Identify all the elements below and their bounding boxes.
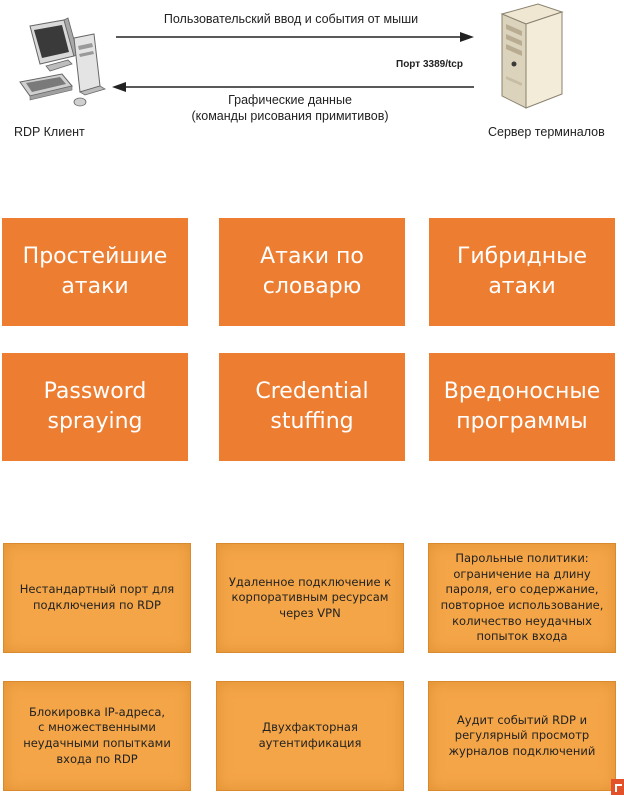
countermeasure-text: Двухфакторная аутентификация (258, 720, 362, 750)
attack-tile (2, 218, 188, 326)
port-label: Порт 3389/tcp (396, 59, 463, 70)
countermeasure-text: Аудит событий RDP и регулярный просмотр журналов подключений (448, 712, 596, 758)
countermeasure-box (216, 681, 404, 791)
arrow-bottom-label-line1: Графические данные (228, 93, 352, 107)
countermeasure-box (428, 681, 616, 791)
countermeasure-box (3, 681, 191, 791)
countermeasure-text: Удаленное подключение к корпоративным ресурсам через VPN (228, 574, 392, 620)
attack-tile-label: Password spraying (43, 379, 147, 434)
arrow-right-icon (116, 32, 474, 42)
arrow-left-icon (112, 82, 474, 92)
attack-tile (429, 218, 615, 326)
countermeasure-text: Нестандартный порт для подключения по RDP (19, 582, 175, 612)
attack-tile-label: Credential stuffing (255, 379, 369, 434)
attack-tile-label: Атаки по словарю (260, 244, 364, 299)
corner-logo-icon (611, 779, 624, 795)
client-label: RDP Клиент (14, 125, 85, 139)
server-label: Сервер терминалов (488, 125, 605, 139)
attack-tile (2, 353, 188, 461)
attack-tile-label: Вредоносные программы (443, 379, 601, 434)
countermeasure-box (428, 543, 616, 653)
arrow-bottom-label-line2: (команды рисования примитивов) (191, 109, 389, 123)
countermeasure-box (3, 543, 191, 653)
attack-tile (219, 353, 405, 461)
attack-tile-label: Простейшие атаки (22, 244, 168, 299)
attack-tile (219, 218, 405, 326)
attack-tile-label: Гибридные атаки (456, 244, 588, 299)
countermeasure-box (216, 543, 404, 653)
countermeasure-text: Блокировка IP-адреса, с множественными неудачными попытками входа по RDP (23, 704, 171, 766)
countermeasure-text: Парольные политики: ограничение на длину пароля, его содержание, повторное использование, количество неудачных попыток входа (440, 551, 604, 644)
arrow-top-label: Пользовательский ввод и события от мыши (163, 12, 419, 26)
attack-tile (429, 353, 615, 461)
